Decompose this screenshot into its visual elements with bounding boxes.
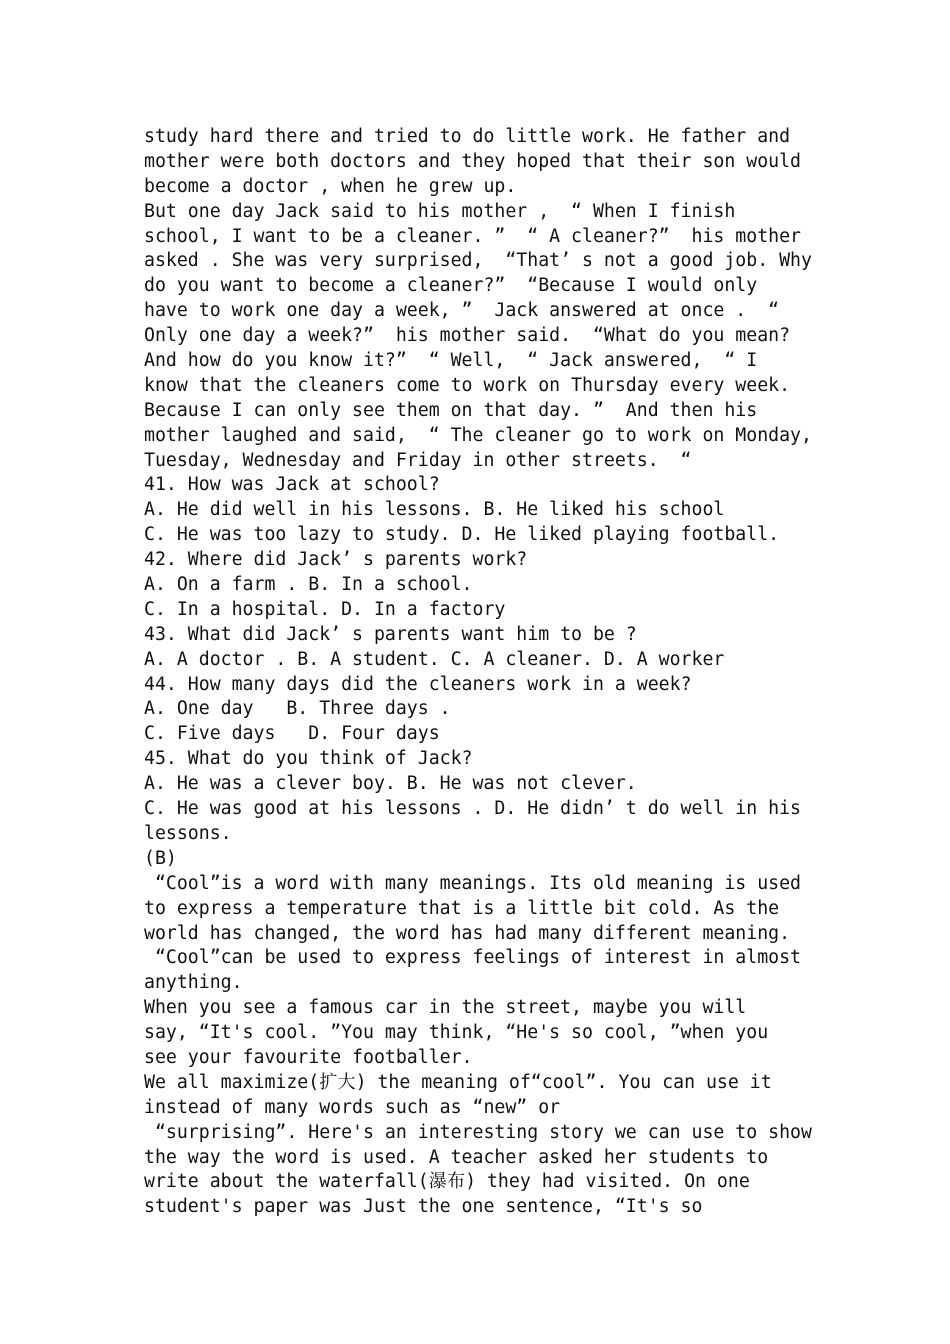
question-44-options-ab: A. One day B. Three days . <box>144 698 451 720</box>
question-42-options-cd: C. In a hospital. D. In a factory <box>144 598 506 620</box>
text-line: “surprising”. Here's an interesting story we can use to show <box>144 1121 812 1143</box>
question-43: 43. What did Jack’ s parents want him to be ? <box>144 623 637 645</box>
text-line: have to work one day a week, ” Jack answered at once . “ <box>144 300 780 322</box>
text-line: “Cool”is a word with many meanings. Its old meaning is used <box>144 872 801 894</box>
text-line: But one day Jack said to his mother , “ When I finish <box>144 200 736 222</box>
text-line: Only one day a week?” his mother said. “What do you mean? <box>144 325 791 347</box>
text-line: lessons. <box>144 822 232 844</box>
text-line: We all maximize(扩大) the meaning of“cool”. You can use it <box>144 1071 772 1093</box>
text-line: anything. <box>144 972 243 994</box>
text-line: to express a temperature that is a little bit cold. As the <box>144 897 780 919</box>
text-line: know that the cleaners come to work on Thursday every week. <box>144 374 791 396</box>
text-line: school, I want to be a cleaner. ” “ A cleaner?” his mother <box>144 225 801 247</box>
question-41-options-ab: A. He did well in his lessons. B. He liked his school <box>144 499 725 521</box>
text-line: student's paper was Just the one sentence, “It's so <box>144 1196 703 1218</box>
question-42-options-ab: A. On a farm . B. In a school. <box>144 574 473 596</box>
text-line: asked . She was very surprised, “That’ s not a good job. Why <box>144 250 812 272</box>
question-41-options-cd: C. He was too lazy to study. D. He liked playing football. <box>144 524 780 546</box>
document-body <box>144 125 824 1220</box>
text-line: When you see a famous car in the street, maybe you will <box>144 997 747 1019</box>
question-45-options-ab: A. He was a clever boy. B. He was not clever. <box>144 773 637 795</box>
text-line: Tuesday, Wednesday and Friday in other streets. “ <box>144 449 692 471</box>
text-line: mother laughed and said, “ The cleaner go to work on Monday, <box>144 424 812 446</box>
text-line: see your favourite footballer. <box>144 1046 473 1068</box>
text-line: write about the waterfall(瀑布) they had visited. On one <box>144 1171 750 1193</box>
text-line: instead of many words such as “new” or <box>144 1096 561 1118</box>
text-line: become a doctor , when he grew up. <box>144 175 517 197</box>
question-44-options-cd: C. Five days D. Four days <box>144 723 440 745</box>
text-line: say, “It's cool. ”You may think, “He's so cool, ”when you <box>144 1022 769 1044</box>
text-line: “Cool”can be used to express feelings of interest in almost <box>144 947 801 969</box>
question-41: 41. How was Jack at school? <box>144 474 440 496</box>
text-line: do you want to become a cleaner?” “Because I would only <box>144 275 758 297</box>
text-line: study hard there and tried to do little work. He father and <box>144 126 791 147</box>
question-45: 45. What do you think of Jack? <box>144 748 473 770</box>
text-line: world has changed, the word has had many different meaning. <box>144 922 791 944</box>
text-line: And how do you know it?” “ Well, “ Jack answered, “ I <box>144 350 758 372</box>
question-45-options-cd: C. He was good at his lessons . D. He didn’ t do well in his <box>144 798 801 820</box>
text-line: Because I can only see them on that day. ” And then his <box>144 399 758 421</box>
question-42: 42. Where did Jack’ s parents work? <box>144 549 528 571</box>
question-44: 44. How many days did the cleaners work in a week? <box>144 673 692 695</box>
question-43-options: A. A doctor . B. A student. C. A cleaner. D. A worker <box>144 648 725 670</box>
text-line: mother were both doctors and they hoped that their son would <box>144 150 801 172</box>
text-line: the way the word is used. A teacher asked her students to <box>144 1146 769 1168</box>
section-heading-b: (B) <box>144 847 177 869</box>
